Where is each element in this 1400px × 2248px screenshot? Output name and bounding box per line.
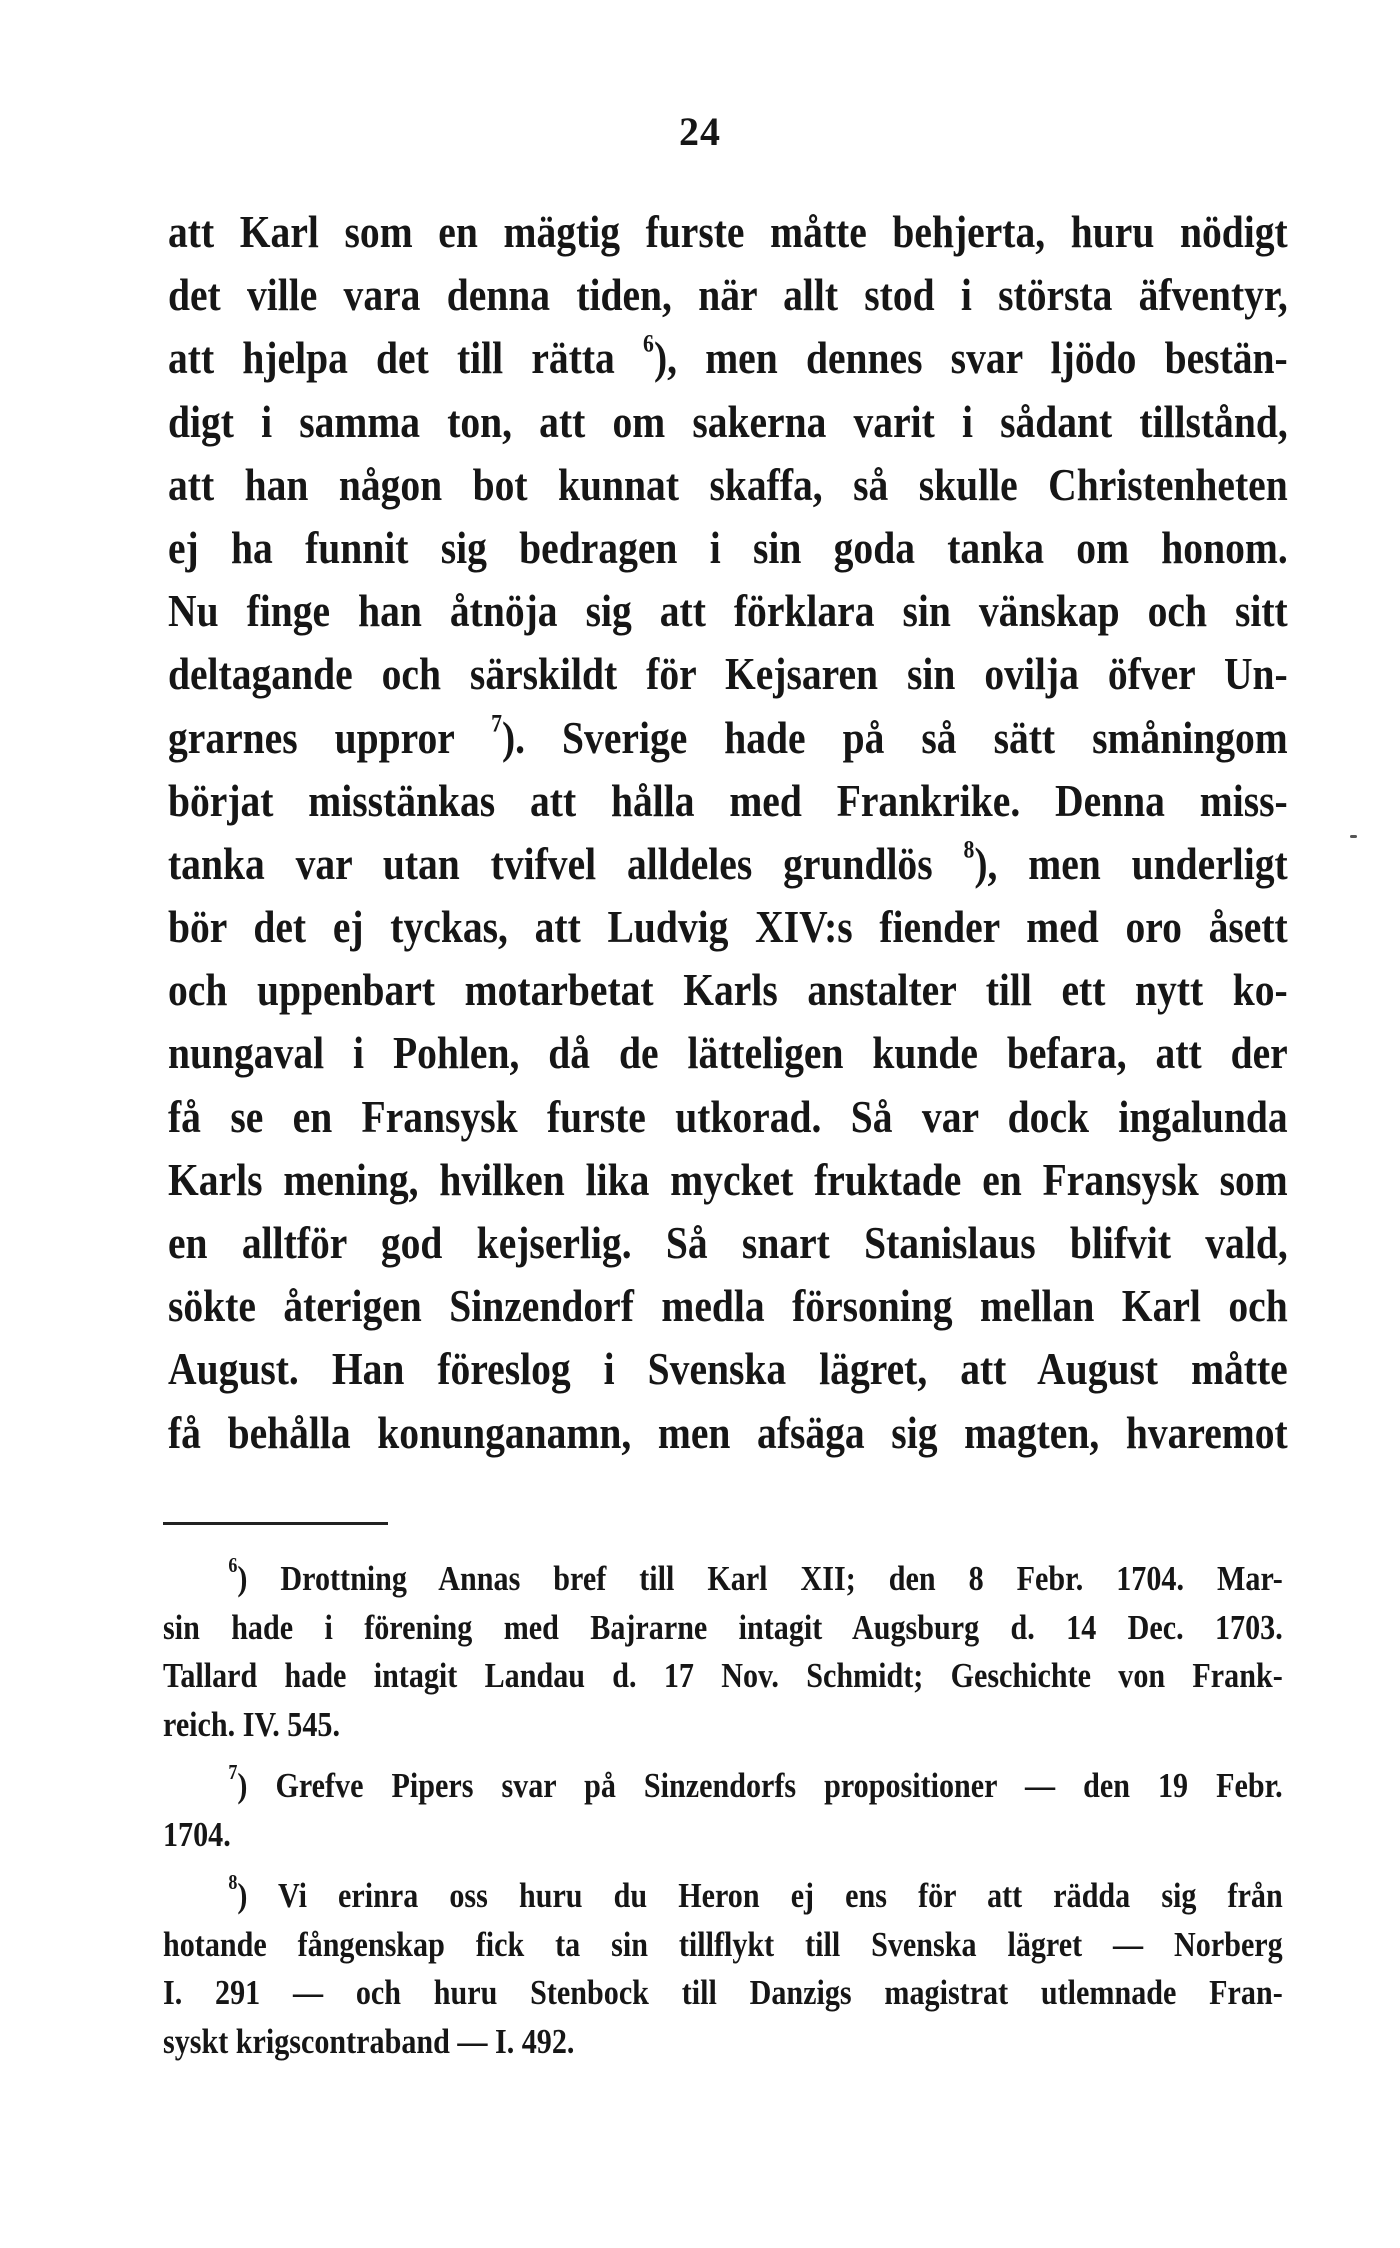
body-line: börjat misstänkas att hålla med Frankrike. Denna miss-	[168, 774, 1288, 826]
footnote-line	[163, 1872, 1283, 1921]
footnote-reference: 6	[643, 329, 654, 358]
body-line	[168, 326, 1288, 389]
body-line-text: ), men underligt	[974, 837, 1288, 889]
footnote-line-text: ) Grefve Pipers svar på Sinzendorfs propositioner — den 19 Febr.	[237, 1766, 1283, 1805]
footnote-reference: 8	[963, 835, 975, 864]
body-line-text: att hjelpa det till rätta	[168, 332, 644, 384]
footnote-marker: 7	[228, 1760, 238, 1785]
footnote-line	[163, 1762, 1283, 1811]
print-speck	[1350, 835, 1357, 838]
body-line: August. Han föreslog i Svenska lägret, att August måtte	[168, 1343, 1288, 1395]
footnote-rule	[163, 1522, 388, 1525]
body-line: få se en Fransysk furste utkorad. Så var dock ingalunda	[168, 1090, 1288, 1142]
footnotes	[163, 1555, 1283, 2079]
body-line-text: ). Sverige hade på så sätt småningom	[501, 711, 1288, 763]
body-line: sökte återigen Sinzendorf medla försoning mellan Karl och	[168, 1280, 1288, 1332]
body-line: nungaval i Pohlen, då de lätteligen kunde befara, att der	[168, 1027, 1288, 1079]
body-line: och uppenbart motarbetat Karls anstalter till ett nytt ko-	[168, 964, 1288, 1016]
body-line	[168, 706, 1288, 769]
footnote-6	[163, 1555, 1283, 1749]
body-line: det ville vara denna tiden, när allt stod i största äfventyr,	[168, 269, 1288, 321]
body-line: Karls mening, hvilken lika mycket fruktade en Fransysk som	[168, 1153, 1288, 1205]
footnote-line: hotande fångenskap fick ta sin tillflykt till Svenska lägret — Norberg	[163, 1924, 1283, 1964]
footnote-7	[163, 1762, 1283, 1859]
body-line: Nu finge han åtnöja sig att förklara sin vänskap och sitt	[168, 585, 1288, 637]
body-line: ej ha funnit sig bedragen i sin goda tanka om honom.	[168, 521, 1288, 573]
page-number: 24	[679, 109, 721, 154]
footnote-line-text: ) Vi erinra oss huru du Heron ej ens för att rädda sig från	[237, 1876, 1283, 1915]
footnote-line: syskt krigscontraband — I. 492.	[163, 2021, 575, 2061]
footnote-line: Tallard hade intagit Landau d. 17 Nov. Schmidt; Geschichte von Frank-	[163, 1656, 1283, 1695]
body-line	[168, 832, 1288, 895]
footnote-line	[163, 1555, 1283, 1604]
footnote-line: I. 291 — och huru Stenbock till Danzigs magistrat utlemnade Fran-	[163, 1973, 1283, 2012]
body-line: digt i samma ton, att om sakerna varit i sådant tillstånd,	[168, 395, 1288, 447]
body-line: att han någon bot kunnat skaffa, så skulle Christenheten	[168, 458, 1288, 510]
body-text	[168, 200, 1288, 1464]
body-line: bör det ej tyckas, att Ludvig XIV:s fiender med oro åsett	[168, 901, 1288, 953]
footnote-marker: 6	[228, 1553, 238, 1578]
footnote-line: reich. IV. 545.	[163, 1704, 340, 1744]
footnote-marker: 8	[228, 1870, 238, 1895]
body-line: en alltför god kejserlig. Så snart Stanislaus blifvit vald,	[168, 1217, 1288, 1268]
footnote-line: sin hade i förening med Bajrarne intagit Augsburg d. 14 Dec. 1703.	[163, 1607, 1283, 1647]
body-line: att Karl som en mägtig furste måtte behjerta, huru nödigt	[168, 206, 1288, 257]
body-line-text: tanka var utan tvifvel alldeles grundlös	[168, 837, 964, 889]
footnote-line: 1704.	[163, 1814, 231, 1854]
body-line-text: grarnes uppror	[168, 711, 492, 763]
body-line: deltagande och särskildt för Kejsaren sin ovilja öfver Un-	[168, 648, 1288, 700]
body-line: få behålla konunganamn, men afsäga sig magten, hvaremot	[168, 1406, 1288, 1458]
footnote-reference: 7	[491, 709, 502, 737]
footnote-8	[163, 1872, 1283, 2066]
footnote-line-text: ) Drottning Annas bref till Karl XII; den 8 Febr. 1704. Mar-	[237, 1559, 1283, 1598]
body-line-text: ), men dennes svar ljödo bestän-	[653, 332, 1288, 384]
